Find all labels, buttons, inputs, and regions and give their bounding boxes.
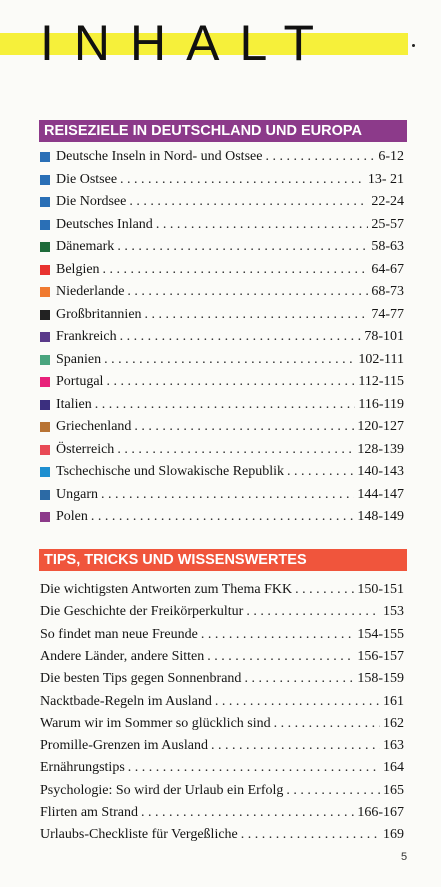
toc-entry-label: Andere Länder, andere Sitten [40,648,205,664]
dot-leader [104,349,355,371]
color-marker-icon [40,197,50,207]
toc-entry-label: Die Geschichte der Freikörperkultur [40,604,244,620]
toc-entry-label: Urlaubs-Checkliste für Vergeßliche [40,827,238,843]
toc-entry [40,146,404,168]
toc-entry-label: Ernährungstips [40,760,125,776]
toc-entry-pages: 78-101 [364,329,404,344]
toc-entry-label: So findet man neue Freunde [40,626,198,642]
color-marker-icon [40,287,50,297]
toc-entry [40,304,404,326]
toc-entry [40,579,404,601]
toc-entry [40,646,404,668]
toc-entry-pages: 156-157 [357,648,404,664]
dot-leader [117,236,368,258]
toc-entry-label: Die Ostsee [56,171,118,187]
dot-leader [127,281,368,303]
dot-leader [134,416,354,438]
toc-entry [40,416,404,438]
toc-entry-label: Tschechische und Slowakische Republik [56,464,285,479]
toc-entry-pages: 6-12 [378,149,404,164]
toc-entry-label: Frankreich [56,329,117,344]
toc-entry-label: Polen [56,509,88,524]
color-marker-icon [40,422,50,432]
toc-entry [40,601,404,623]
toc-entry-label: Italien [56,396,92,412]
toc-entry-pages: 13- 21 [367,171,404,187]
color-marker-icon [40,445,50,455]
toc-entry [40,214,404,236]
dot-leader [215,691,380,713]
color-marker-icon [40,310,50,320]
toc-entry-pages: 162 [383,715,404,731]
page-title: INHALT [40,15,335,71]
toc-entry [40,191,404,213]
color-marker-icon [40,242,50,252]
dot-leader [201,624,354,646]
dot-leader [128,757,380,779]
dot-leader [95,394,356,416]
toc-entry-pages: 74-77 [371,306,404,322]
toc-entry-pages: 154-155 [357,626,404,642]
toc-entry-pages: 169 [383,827,404,843]
dot-leader [120,169,365,191]
toc-entry [40,668,404,690]
toc-entry-label: Portugal [56,374,104,389]
toc-entry-label: Niederlande [56,284,125,299]
dot-leader [129,191,368,213]
toc-entry-pages: 68-73 [371,284,404,299]
toc-entry [40,394,404,416]
toc-entry-pages: 128-139 [357,441,404,457]
toc-entry [40,802,404,824]
dot-leader [295,579,354,601]
toc-entry-pages: 166-167 [357,805,404,820]
toc-entry-label: Promille-Grenzen im Ausland [40,738,208,754]
dot-leader [211,735,380,757]
toc-entry-pages: 163 [383,738,404,754]
toc-entry [40,506,404,528]
dot-leader [246,601,380,623]
toc-entry-pages: 153 [383,604,404,620]
toc-entry [40,236,404,258]
toc-entry-label: Nacktbade-Regeln im Ausland [40,693,212,709]
toc-entry-pages: 116-119 [358,396,404,412]
toc-entry [40,281,404,303]
dot-leader [106,371,355,393]
toc-entry [40,169,404,191]
toc-entry [40,713,404,735]
toc-entry [40,691,404,713]
color-marker-icon [40,355,50,365]
dot-leader [207,646,354,668]
toc-entry-pages: 144-147 [357,486,404,502]
toc-entry-label: Deutsche Inseln in Nord- und Ostsee [56,149,263,164]
toc-entry-label: Österreich [56,441,115,457]
page-number: 5 [401,851,408,863]
toc-entry-label: Spanien [56,351,102,367]
toc-entry-label: Warum wir im Sommer so glücklich sind [40,715,271,731]
toc-entry-label: Die Nordsee [56,194,127,209]
dot-leader [241,824,380,846]
color-marker-icon [40,400,50,410]
toc-entry-label: Belgien [56,261,100,277]
toc-entry [40,624,404,646]
dot-leader [120,326,362,348]
color-marker-icon [40,377,50,387]
toc-entry-pages: 148-149 [357,509,404,524]
toc-entry [40,461,404,483]
color-marker-icon [40,152,50,162]
toc-entry [40,371,404,393]
toc-entry-pages: 161 [383,693,404,709]
dot-leader [101,484,354,506]
dot-leader [91,506,354,528]
toc-entry [40,326,404,348]
dot-leader [145,304,369,326]
toc-entry-label: Deutsches Inland [56,216,153,232]
toc-entry-pages: 158-159 [357,671,404,687]
toc-entry-pages: 112-115 [358,374,404,389]
color-marker-icon [40,220,50,230]
toc-entry-label: Die besten Tips gegen Sonnenbrand [40,671,242,687]
toc-entry-pages: 102-111 [358,351,404,367]
toc-entry-label: Griechenland [56,419,132,434]
toc-entry [40,484,404,506]
section-heading-tips: TIPS, TRICKS UND WISSENSWERTES [39,549,407,571]
dot-leader [286,780,380,802]
toc-entry [40,259,404,281]
toc-entry-pages: 140-143 [357,464,404,479]
dot-leader [141,802,354,824]
toc-entry [40,757,404,779]
color-marker-icon [40,512,50,522]
toc-entry [40,824,404,846]
toc-entry-label: Flirten am Strand [40,805,138,820]
color-marker-icon [40,265,50,275]
toc-entry [40,735,404,757]
toc-entry-label: Großbritannien [56,306,142,322]
toc-entry-label: Psychologie: So wird der Urlaub ein Erfolg [40,782,284,798]
dot-leader [287,461,354,483]
toc-entry-pages: 25-57 [371,216,404,232]
title-dot [412,44,415,47]
toc-entry [40,349,404,371]
toc-entry-pages: 165 [383,782,404,798]
dot-leader [265,146,375,168]
dot-leader [244,668,354,690]
toc-entry-pages: 150-151 [357,582,404,597]
toc-entry-label: Die wichtigsten Antworten zum Thema FKK [40,582,293,597]
toc-entry [40,780,404,802]
toc-entry-pages: 64-67 [371,261,404,277]
toc-entry [40,439,404,461]
toc-entry-label: Ungarn [56,486,98,502]
toc-entry-pages: 120-127 [357,419,404,434]
color-marker-icon [40,467,50,477]
toc-entry-pages: 58-63 [371,239,404,254]
toc-entry-pages: 164 [383,760,404,776]
section-heading-destinations: REISEZIELE IN DEUTSCHLAND UND EUROPA [39,120,407,142]
dot-leader [103,259,369,281]
dot-leader [156,214,369,236]
color-marker-icon [40,332,50,342]
color-marker-icon [40,490,50,500]
dot-leader [117,439,354,461]
toc-entry-pages: 22-24 [371,194,404,209]
color-marker-icon [40,175,50,185]
toc-entry-label: Dänemark [56,239,115,254]
dot-leader [274,713,380,735]
